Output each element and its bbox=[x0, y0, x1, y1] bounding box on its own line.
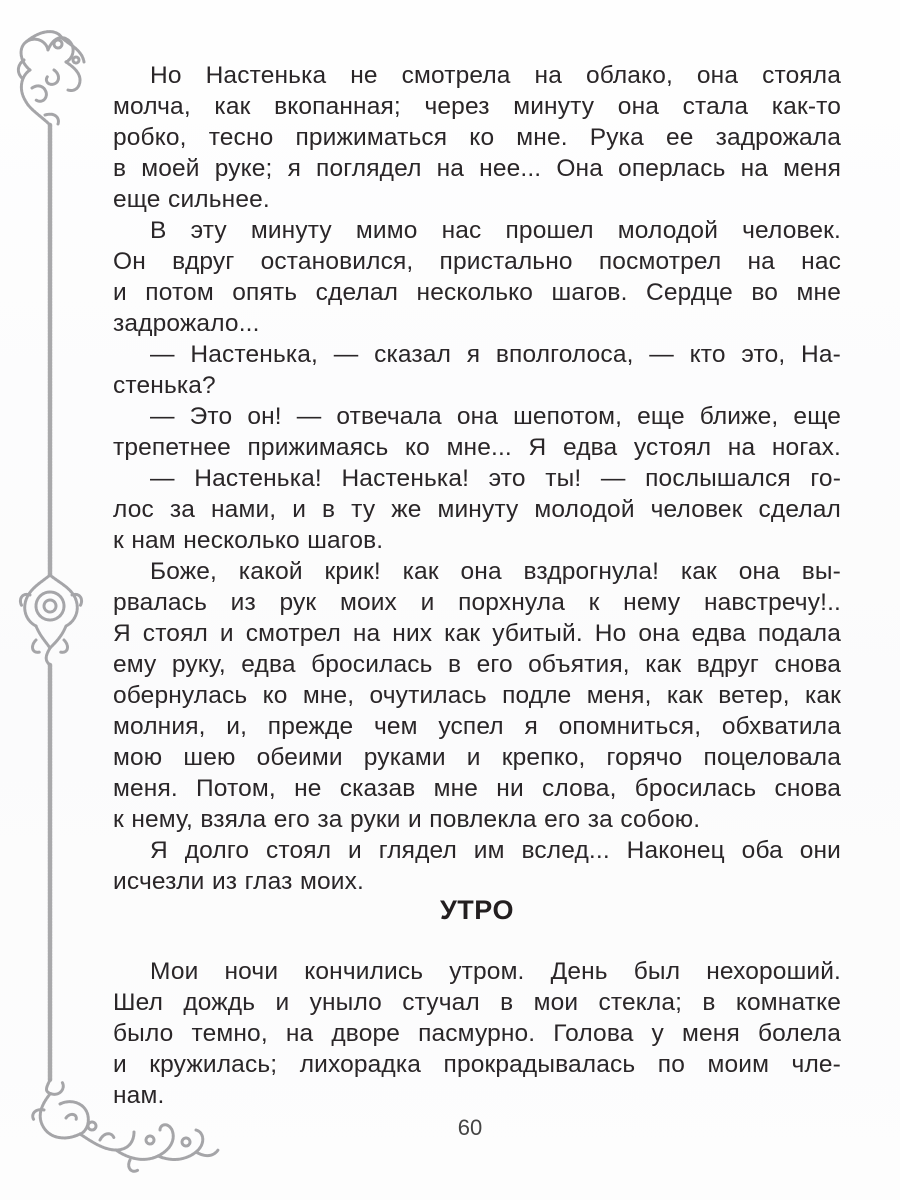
text-line: трепетнее прижимаясь ко мне... Я едва устоял на ногах. bbox=[113, 434, 841, 461]
text-line: В эту минуту мимо нас прошел молодой человек. bbox=[150, 217, 841, 244]
text-line: — Настенька! Настенька! это ты! — послышался го- bbox=[150, 465, 841, 492]
text-line: ему руку, едва бросилась в его объятия, как вдруг снова bbox=[113, 651, 841, 678]
text-line: исчезли из глаз моих. bbox=[113, 868, 364, 895]
paragraph bbox=[113, 339, 841, 401]
text-line: робко, тесно прижиматься ко мне. Рука ее задрожала bbox=[113, 124, 841, 151]
text-line: лос за нами, и в ту же минуту молодой человек сделал bbox=[113, 496, 841, 523]
text-line: обернулась ко мне, очутилась подле меня, как ветер, как bbox=[113, 682, 841, 709]
text-line: и кружилась; лихорадка прокрадывалась по моим чле- bbox=[113, 1051, 841, 1078]
text-line: — Это он! — отвечала она шепотом, еще ближе, еще bbox=[150, 403, 841, 430]
text-line: Я стоял и смотрел на них как убитый. Но она едва подала bbox=[113, 620, 841, 647]
text-line: Он вдруг остановился, пристально посмотрел на нас bbox=[113, 248, 841, 275]
text-line: Шел дождь и уныло стучал в мои стекла; в комнатке bbox=[113, 989, 841, 1016]
paragraph bbox=[113, 215, 841, 339]
text-line: и потом опять сделал несколько шагов. Сердце во мне bbox=[113, 279, 841, 306]
text-line: Боже, какой крик! как она вздрогнула! как она вы- bbox=[150, 558, 841, 585]
text-line: задрожало... bbox=[113, 310, 260, 337]
chapter-heading: УТРО bbox=[440, 895, 514, 925]
middle-ornament-icon bbox=[20, 575, 81, 665]
paragraph bbox=[113, 835, 841, 897]
paragraph bbox=[113, 401, 841, 463]
text-line: мою шею обеими руками и крепко, горячо поцеловала bbox=[113, 744, 841, 771]
paragraph bbox=[113, 463, 841, 556]
paragraph bbox=[113, 60, 841, 215]
body-text-section-2 bbox=[113, 956, 841, 1111]
text-line: было темно, на дворе пасмурно. Голова у меня болела bbox=[113, 1020, 841, 1047]
text-line: нам. bbox=[113, 1082, 165, 1109]
top-ornament-icon bbox=[18, 32, 84, 125]
text-line: к нему, взяла его за руки и повлекла его за собою. bbox=[113, 806, 701, 833]
text-line: рвалась из рук моих и порхнула к нему навстречу!.. bbox=[113, 589, 841, 616]
text-line: стенька? bbox=[113, 372, 216, 399]
text-line: молча, как вкопанная; через минуту она стала как-то bbox=[113, 93, 841, 120]
text-line: в моей руке; я поглядел на нее... Она оперлась на меня bbox=[113, 155, 841, 182]
paragraph bbox=[113, 556, 841, 835]
text-line: молния, и, прежде чем успел я опомниться, обхватила bbox=[113, 713, 841, 740]
paragraph bbox=[113, 956, 841, 1111]
text-line: — Настенька, — сказал я вполголоса, — кто это, На- bbox=[150, 341, 841, 368]
text-line: к нам несколько шагов. bbox=[113, 527, 384, 554]
text-line: меня. Потом, не сказав мне ни слова, бросилась снова bbox=[113, 775, 841, 802]
text-line: еще сильнее. bbox=[113, 186, 270, 213]
text-line: Я долго стоял и глядел им вслед... Наконец оба они bbox=[150, 837, 841, 864]
text-line: Мои ночи кончились утром. День был нехороший. bbox=[150, 958, 841, 985]
text-line: Но Настенька не смотрела на облако, она стояла bbox=[150, 62, 841, 89]
body-text-section-1 bbox=[113, 60, 841, 897]
page-number: 60 bbox=[457, 1115, 483, 1140]
